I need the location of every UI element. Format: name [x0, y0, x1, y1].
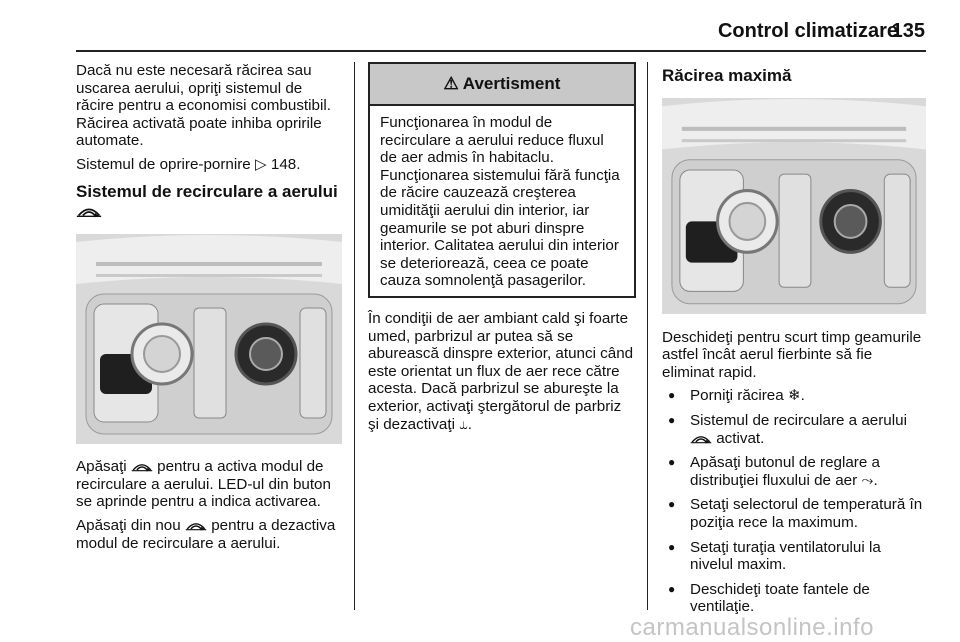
- recirculation-icon: [185, 520, 207, 532]
- page-header-title: Control climatizare: [717, 20, 898, 42]
- paragraph-fogging: În condiţii de aer ambiant cald şi foarte umed, parbrizul ar putea să se aburească dinspre exterior, atunci când este orientat un flux de aer rece către acesta. Dacă parbrizul se abureşte la exterior, activaţi ştergătorul de parbriz şi dezactivaţi ⥿.: [368, 309, 634, 433]
- climate-panel-photo-max: [662, 98, 926, 314]
- column-left: [76, 62, 342, 558]
- list-item: ● Sistemul de recirculare a aerului activat.: [662, 412, 926, 447]
- page-reference[interactable]: 148.: [270, 155, 301, 173]
- snowflake-icon: ❄: [787, 387, 801, 405]
- airflow-icon: ⤳: [861, 471, 874, 489]
- column-right: [662, 62, 926, 623]
- list-item: ● Porniţi răcirea ❄.: [662, 387, 926, 405]
- column-middle: [368, 62, 636, 439]
- list-item: ● Setaţi selectorul de temperatură în poziţia rece la maximum.: [662, 496, 926, 531]
- paragraph-stop-start: [76, 156, 342, 174]
- paragraph-open-windows: Deschideţi pentru scurt timp geamurile astfel încât aerul fierbinte să fie eliminat rapid.: [662, 328, 922, 381]
- climate-panel-photo: [76, 234, 342, 444]
- recirculation-icon: [76, 205, 102, 219]
- recirculation-icon: [690, 433, 712, 445]
- steps-list: [662, 387, 926, 616]
- list-item: ● Deschideţi toate fantele de ventilaţie.: [662, 581, 926, 616]
- defrost-icon: ⥿: [459, 415, 468, 433]
- recirculation-icon: [131, 461, 153, 473]
- column-divider-1: [354, 62, 355, 610]
- paragraph-cooling-off: Dacă nu este necesară răcirea sau uscarea aerului, opriţi sistemul de răcire pentru a economisi combustibil. Răcirea activată poate inhiba opririle automate.: [76, 62, 331, 150]
- recirculation-heading: Sistemul de recirculare a aerului: [76, 182, 342, 222]
- watermark: carmanualsonline.info: [630, 614, 874, 641]
- warning-triangle-icon: ⚠: [443, 74, 459, 94]
- reference-arrow-icon: ▷: [254, 155, 267, 173]
- warning-header: [370, 64, 634, 106]
- column-divider-2: [647, 62, 648, 610]
- paragraph-deactivate-recirc: Apăsaţi din nou pentru a dezactiva modul de recirculare a aerului.: [76, 516, 336, 552]
- max-cooling-heading: Răcirea maximă: [662, 66, 792, 85]
- page-number: 135: [891, 20, 925, 42]
- header-divider: [76, 50, 926, 52]
- list-item: ● Setaţi turaţia ventilatorului la nivelul maxim.: [662, 539, 926, 574]
- warning-title: Avertisment: [462, 74, 561, 94]
- warning-box: [368, 62, 636, 298]
- stop-start-text: Sistemul de oprire-pornire: [76, 155, 251, 173]
- paragraph-activate-recirc: Apăsaţi pentru a activa modul de recirculare a aerului. LED-ul din buton se aprinde pentru a indica activarea.: [76, 458, 331, 511]
- list-item: ● Apăsaţi butonul de reglare a distribuţiei fluxului de aer ⤳.: [662, 454, 926, 489]
- warning-body: Funcţionarea în modul de recirculare a aerului reduce fluxul de aer admis în habitaclu. Funcţionarea sistemului fără funcţia de răcire cauzează creşterea umidităţii aerului din interior, iar geamurile se pot aburi dinspre interior. Calitatea aerului din interior se deteriorează, ceea ce poate cauza somnolenţă pasagerilor.: [380, 114, 620, 290]
